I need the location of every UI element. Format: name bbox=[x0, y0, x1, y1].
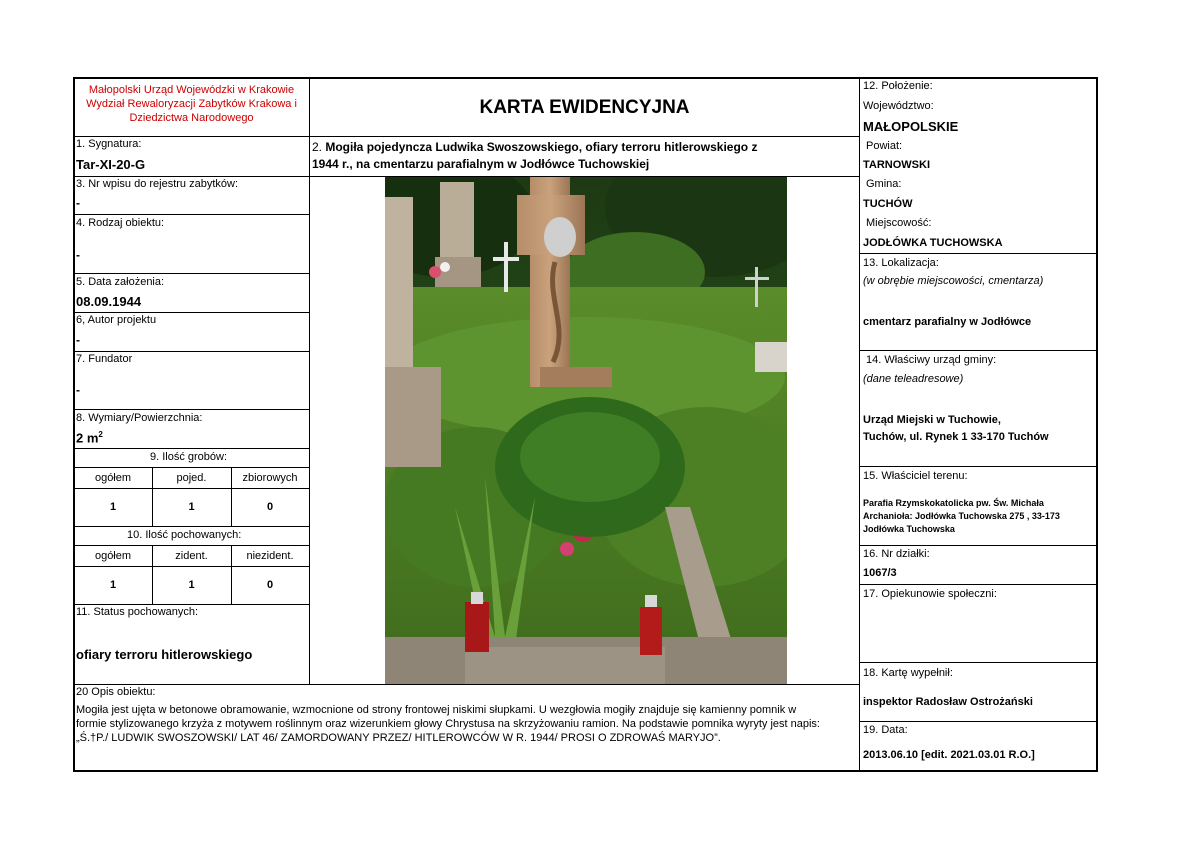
status-label: 11. Status pochowanych: bbox=[76, 606, 199, 618]
dzialka-value: 1067/3 bbox=[863, 567, 897, 579]
autor-value: - bbox=[76, 333, 80, 347]
divider bbox=[74, 604, 309, 605]
opis-line: Mogiła jest ujęta w betonowe obramowanie, wzmocnione od strony frontowej niskimi słupkami. U wezgłowia mogiły znajduje się kamienny pomnik w bbox=[76, 704, 797, 716]
groby-value-pojed: 1 bbox=[188, 501, 195, 513]
wymiary-label: 8. Wymiary/Powierzchnia: bbox=[76, 412, 203, 424]
institution-line: Dziedzictwa Narodowego bbox=[129, 112, 254, 124]
divider bbox=[74, 545, 309, 546]
fundator-label: 7. Fundator bbox=[76, 353, 133, 365]
groby-label: 9. Ilość grobów: bbox=[150, 451, 228, 463]
grave-photo bbox=[385, 177, 787, 684]
divider bbox=[860, 662, 1097, 663]
rodzaj-label: 4. Rodzaj obiektu: bbox=[76, 217, 165, 229]
data-label: 19. Data: bbox=[863, 724, 908, 736]
divider bbox=[74, 566, 309, 567]
divider bbox=[74, 526, 309, 527]
sygnatura-label: 1. Sygnatura: bbox=[76, 138, 142, 150]
divider bbox=[74, 136, 859, 137]
object-name-line bbox=[312, 139, 858, 156]
wlasciciel-line: Archanioła: Jodłówka Tuchowska 275 , 33-173 bbox=[863, 511, 1060, 521]
pochowani-header-ogolem: ogółem bbox=[94, 550, 132, 562]
miejscowosc-label: Miejscowość: bbox=[866, 217, 932, 229]
miejscowosc-value: JODŁÓWKA TUCHOWSKA bbox=[863, 237, 1003, 249]
wlasciciel-line: Parafia Rzymskokatolicka pw. Św. Michała bbox=[863, 498, 1044, 508]
sygnatura-value: Tar-XI-20-G bbox=[76, 157, 146, 172]
wymiary-value bbox=[76, 430, 103, 445]
opis-label: 20 Opis obiektu: bbox=[76, 686, 156, 698]
object-name-line: 1944 r., na cmentarzu parafialnym w Jodłówce Tuchowskiej bbox=[312, 157, 650, 171]
data-value: 2013.06.10 [edit. 2021.03.01 R.O.] bbox=[863, 749, 1035, 761]
institution-name bbox=[74, 83, 309, 125]
lokalizacja-hint: (w obrębie miejscowości, cmentarza) bbox=[863, 275, 1044, 287]
fundator-value: - bbox=[76, 383, 80, 397]
gmina-value: TUCHÓW bbox=[863, 198, 913, 210]
divider bbox=[860, 721, 1097, 722]
groby-header-zbiorowych: zbiorowych bbox=[242, 472, 298, 484]
rejestr-label: 3. Nr wpisu do rejestru zabytków: bbox=[76, 178, 239, 190]
wlasciciel-line: Jodłówka Tuchowska bbox=[863, 524, 955, 534]
lokalizacja-label: 13. Lokalizacja: bbox=[863, 257, 939, 269]
rejestr-value: - bbox=[76, 196, 80, 210]
pochowani-value-zident: 1 bbox=[188, 579, 195, 591]
data-zalozenia-label: 5. Data założenia: bbox=[76, 276, 165, 288]
urzad-label: 14. Właściwy urząd gminy: bbox=[866, 354, 997, 366]
divider bbox=[74, 448, 309, 449]
object-name-number: 2. bbox=[312, 140, 323, 154]
lokalizacja-value: cmentarz parafialny w Jodłówce bbox=[863, 316, 1032, 328]
opiekunowie-label: 17. Opiekunowie społeczni: bbox=[863, 588, 997, 600]
wlasciciel-label: 15. Właściciel terenu: bbox=[863, 470, 968, 482]
wymiary-number: 2 m bbox=[76, 430, 99, 446]
divider bbox=[309, 78, 310, 685]
divider bbox=[860, 466, 1097, 467]
institution-line: Małopolski Urząd Wojewódzki w Krakowie bbox=[88, 84, 295, 96]
divider bbox=[74, 351, 309, 352]
wymiary-unit-exponent: 2 bbox=[98, 430, 103, 439]
status-value: ofiary terroru hitlerowskiego bbox=[76, 647, 253, 662]
autor-label: 6, Autor projektu bbox=[76, 314, 157, 326]
pochowani-header-zident: zident. bbox=[175, 550, 208, 562]
groby-header-pojed: pojed. bbox=[176, 472, 207, 484]
object-name bbox=[312, 139, 858, 173]
divider bbox=[74, 273, 309, 274]
dzialka-label: 16. Nr działki: bbox=[863, 548, 930, 560]
powiat-value: TARNOWSKI bbox=[863, 159, 931, 171]
wlasciciel-value bbox=[863, 497, 1060, 536]
divider bbox=[860, 350, 1097, 351]
divider bbox=[74, 409, 309, 410]
wojewodztwo-label: Województwo: bbox=[863, 100, 934, 112]
gmina-label: Gmina: bbox=[866, 178, 902, 190]
opis-line: formie stylizowanego krzyża z motywem roślinnym oraz wizerunkiem głowy Chrystusa na skrzyżowaniu ramion. Na podstawie pomnika wyryty jest napis: bbox=[76, 718, 820, 730]
divider bbox=[74, 312, 309, 313]
divider bbox=[74, 488, 309, 489]
rodzaj-value: - bbox=[76, 248, 80, 262]
opis-line: „Ś.†P./ LUDWIK SWOSZOWSKI/ LAT 46/ ZAMORDOWANY PRZEZ/ HITLEROWCÓW W R. 1944/ PROSI O ZDROWAŚ MARYJO”. bbox=[76, 732, 721, 744]
pochowani-label: 10. Ilość pochowanych: bbox=[127, 529, 242, 541]
pochowani-header-niezident: niezident. bbox=[246, 550, 294, 562]
divider bbox=[74, 214, 309, 215]
divider bbox=[859, 78, 860, 771]
powiat-label: Powiat: bbox=[866, 140, 903, 152]
urzad-hint: (dane teleadresowe) bbox=[863, 373, 964, 385]
page-title: KARTA EWIDENCYJNA bbox=[479, 97, 690, 118]
urzad-line-1: Urząd Miejski w Tuchowie, bbox=[863, 414, 1001, 426]
polozenie-label: 12. Położenie: bbox=[863, 80, 933, 92]
divider bbox=[74, 467, 309, 468]
groby-value-zbiorowych: 0 bbox=[266, 501, 274, 513]
divider bbox=[860, 545, 1097, 546]
groby-header-ogolem: ogółem bbox=[94, 472, 132, 484]
object-name-text: Mogiła pojedyncza Ludwika Swoszowskiego, ofiary terroru hitlerowskiego z bbox=[325, 140, 758, 154]
urzad-line-2: Tuchów, ul. Rynek 1 33-170 Tuchów bbox=[863, 431, 1049, 443]
divider bbox=[860, 253, 1097, 254]
opis-text bbox=[76, 703, 858, 745]
data-zalozenia-value: 08.09.1944 bbox=[76, 294, 142, 309]
wojewodztwo-value: MAŁOPOLSKIE bbox=[863, 119, 959, 134]
pochowani-value-ogolem: 1 bbox=[109, 579, 117, 591]
divider bbox=[74, 684, 859, 685]
divider bbox=[860, 584, 1097, 585]
institution-line: Wydział Rewaloryzacji Zabytków Krakowa i bbox=[86, 98, 297, 110]
wypelnil-value: inspektor Radosław Ostrożański bbox=[863, 696, 1033, 708]
groby-value-ogolem: 1 bbox=[109, 501, 117, 513]
wypelnil-label: 18. Kartę wypełnił: bbox=[863, 667, 953, 679]
pochowani-value-niezident: 0 bbox=[266, 579, 274, 591]
